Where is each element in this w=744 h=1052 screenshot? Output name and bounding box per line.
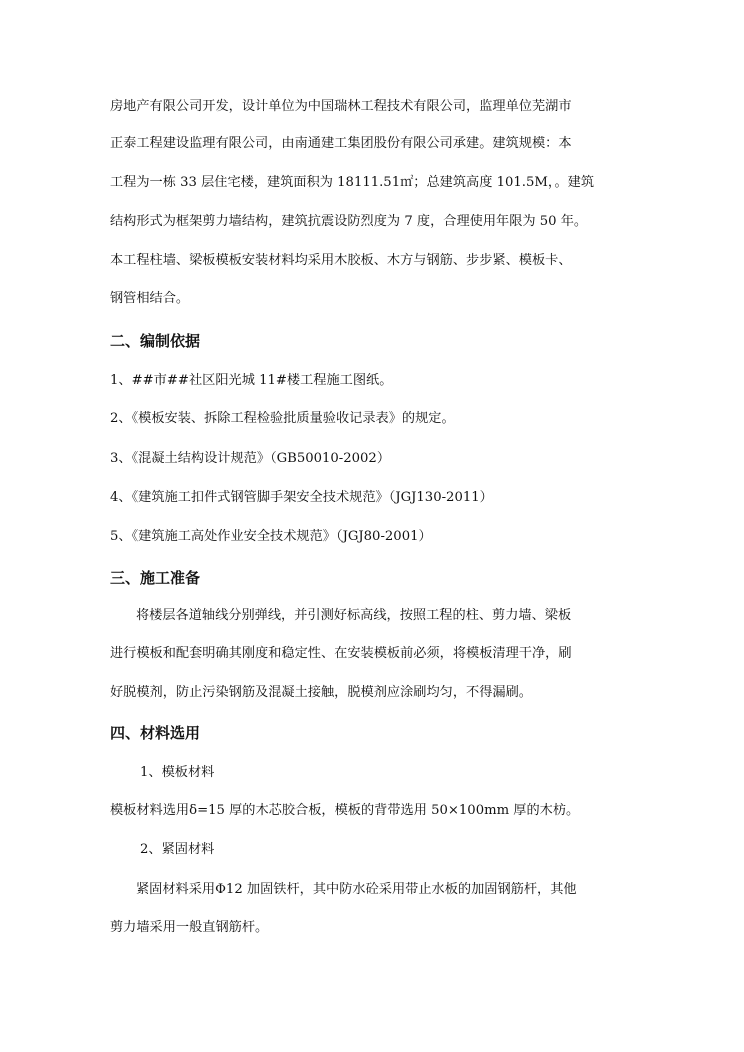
intro-line-3: 工程为一栋 33 层住宅楼，建筑面积为 18111.51㎡；总建筑高度 101.5M，。建筑 xyxy=(110,175,595,190)
prep-line-1: 将楼层各道轴线分别弹线，并引测好标高线，按照工程的柱、剪力墙、梁板 xyxy=(136,608,572,623)
basis-item-5: 5、《建筑施工高处作业安全技术规范》（JGJ80-2001） xyxy=(110,529,432,544)
section-2-heading: 二、编制依据 xyxy=(110,332,201,350)
fastening-line-2: 剪力墙采用一般直钢筋杆。 xyxy=(110,920,269,935)
fastening-line-1: 紧固材料采用Φ12 加固铁杆，其中防水砼采用带止水板的加固钢筋杆，其他 xyxy=(136,882,577,897)
intro-line-2: 正泰工程建设监理有限公司，由南通建工集团股份有限公司承建。建筑规模：本 xyxy=(110,136,572,151)
intro-line-6: 钢管相结合。 xyxy=(110,291,190,306)
material-sub1-text: 模板材料选用δ=15 厚的木芯胶合板，模板的背带选用 50×100mm 厚的木枋。 xyxy=(110,803,580,818)
intro-line-1: 房地产有限公司开发，设计单位为中国瑞林工程技术有限公司，监理单位芜湖市 xyxy=(110,99,572,114)
basis-item-1: 1、##市##社区阳光城 11#楼工程施工图纸。 xyxy=(110,373,393,388)
section-3-heading: 三、施工准备 xyxy=(110,569,201,587)
prep-line-2: 进行模板和配套明确其刚度和稳定性、在安装模板前必须，将模板清理干净，刷 xyxy=(110,646,572,661)
prep-line-3: 好脱模剂，防止污染钢筋及混凝土接触，脱模剂应涂刷均匀，不得漏刷。 xyxy=(110,685,532,700)
material-sub2-title: 2、紧固材料 xyxy=(140,842,215,857)
section-4-heading: 四、材料选用 xyxy=(110,724,201,742)
intro-line-4: 结构形式为框架剪力墙结构，建筑抗震设防烈度为 7 度，合理使用年限为 50 年。 xyxy=(110,214,588,229)
material-sub1-title: 1、模板材料 xyxy=(140,765,215,780)
basis-item-2: 2、《模板安装、拆除工程检验批质量验收记录表》的规定。 xyxy=(110,411,455,426)
basis-item-3: 3、《混凝土结构设计规范》（GB50010-2002） xyxy=(110,451,391,466)
intro-line-5: 本工程柱墙、梁板模板安装材料均采用木胶板、木方与钢筋、步步紧、模板卡、 xyxy=(110,253,572,268)
basis-item-4: 4、《建筑施工扣件式钢管脚手架安全技术规范》（JGJ130-2011） xyxy=(110,490,493,505)
